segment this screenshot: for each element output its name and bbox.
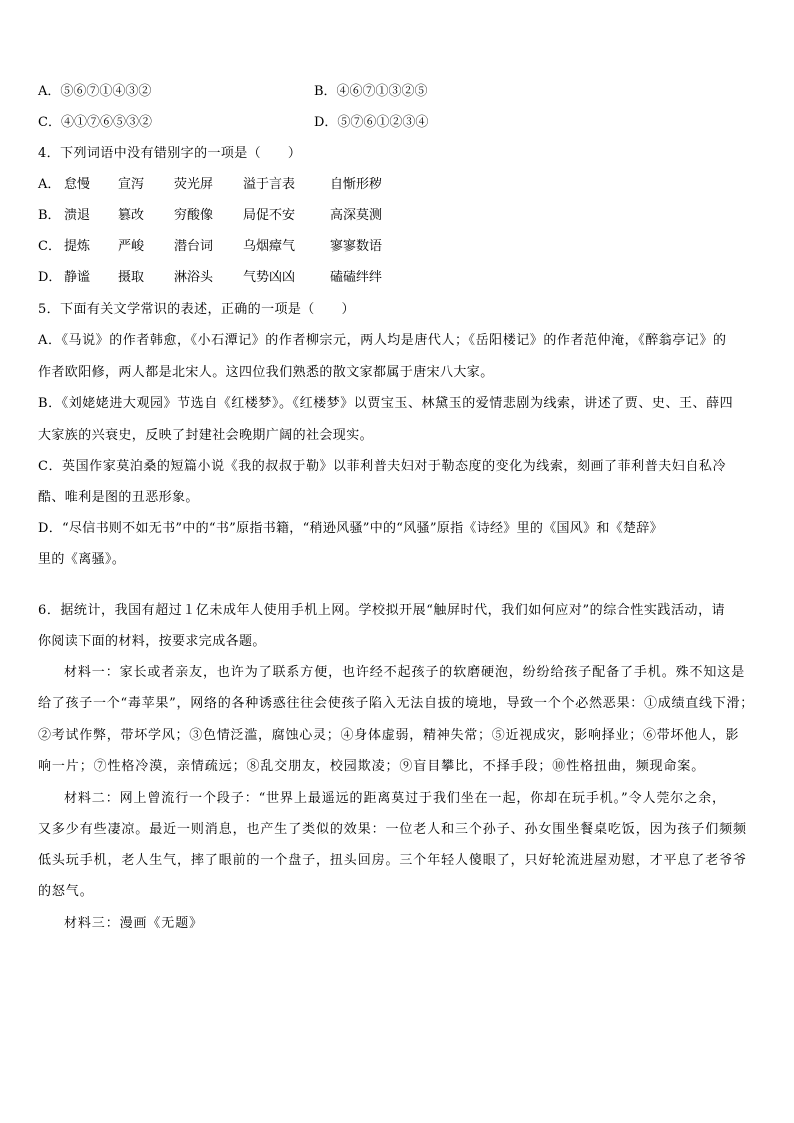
question-6-stem-line2: 你阅读下面的材料，按要求完成各题。: [38, 634, 266, 649]
q4-word: 摄取: [118, 270, 145, 285]
material-2-line1: 材料二：网上曾流行一个段子：“世界上最遥远的距离莫过于我们坐在一起，你却在玩手机。”令人莞尔之余，: [64, 791, 726, 806]
q4-row-label: B．: [38, 208, 61, 223]
option-d: D．⑤⑦⑥①②③④: [314, 115, 429, 130]
q4-word: 提炼: [64, 239, 91, 254]
q5-option-a-line2: 作者欧阳修，两人都是北宋人。这四位我们熟悉的散文家都属于唐宋八大家。: [38, 365, 494, 380]
material-1-line1: 材料一：家长或者亲友，也许为了联系方便，也许经不起孩子的软磨硬泡，纷纷给孩子配备了手机。殊不知这是: [64, 665, 746, 680]
q4-word: 荧光屏: [174, 177, 214, 192]
material-2-line3: 低头玩手机，老人生气，摔了眼前的一个盘子，扭头回房。三个年轻人傻眼了，只好轮流进屋劝慰，才平息了老爷爷: [38, 853, 747, 868]
q4-word: 严峻: [118, 239, 145, 254]
q5-option-b-line2: 大家族的兴衰史，反映了封建社会晚期广阔的社会现实。: [38, 428, 374, 443]
q4-word: 淋浴头: [174, 270, 214, 285]
q5-option-c-line1: C．英国作家莫泊桑的短篇小说《我的叔叔于勒》以菲利普夫妇对于勒态度的变化为线索，刻画了菲利普夫妇自私冷: [38, 459, 726, 474]
q4-row-label: A．: [38, 177, 61, 192]
q5-option-b-line1: B．《刘姥姥进大观园》节选自《红楼梦》。《红楼梦》以贾宝玉、林黛玉的爱情悲剧为线索，讲述了贾、史、王、薛四: [38, 396, 734, 411]
q5-option-a-line1: A．《马说》的作者韩愈，《小石潭记》的作者柳宗元，两人均是唐代人；《岳阳楼记》的作者范仲淹，《醉翁亭记》的: [38, 333, 727, 348]
q4-word: 潜台词: [174, 239, 214, 254]
material-3-title: 材料三：漫画《无题》: [64, 916, 204, 931]
q4-row-label: C．: [38, 239, 61, 254]
q4-word: 宣泻: [118, 177, 145, 192]
question-4-stem: 4．下列词语中没有错别字的一项是（ ）: [38, 146, 302, 161]
question-6-stem-line1: 6．据统计，我国有超过１亿未成年人使用手机上网。学校拟开展“触屏时代，我们如何应对”的综合性实践活动，请: [38, 603, 726, 618]
q4-word: 穷酸像: [174, 208, 214, 223]
q4-word: 静谧: [64, 270, 91, 285]
q4-word: 溃退: [64, 208, 91, 223]
material-2-line2: 又多少有些凄凉。最近一则消息，也产生了类似的效果：一位老人和三个孙子、孙女围坐餐桌吃饭，因为孩子们频频: [38, 822, 747, 837]
option-c: C．④①⑦⑥⑤③②: [38, 115, 152, 130]
q4-word: 局促不安: [243, 208, 296, 223]
q4-word: 高深莫测: [330, 208, 383, 223]
q4-row-label: D．: [38, 270, 62, 285]
q4-word: 寥寥数语: [330, 239, 383, 254]
material-1-line2: 给了孩子一个“毒苹果”，网络的各种诱惑往往会使孩子陷入无法自拔的境地，导致一个个必然恶果：①成绩直线下滑；: [38, 696, 755, 711]
q4-word: 磕磕绊绊: [330, 270, 383, 285]
option-b: B．④⑥⑦①③②⑤: [314, 84, 428, 99]
q5-option-d-line2: 里的《离骚》。: [38, 552, 126, 567]
material-1-line3: ②考试作弊，带坏学风；③色情泛滥，腐蚀心灵；④身体虚弱，精神失常；⑤近视成灾，影响择业；⑥带坏他人，影: [38, 728, 740, 743]
q4-word: 怠慢: [64, 177, 91, 192]
q5-option-c-line2: 酷、唯利是图的丑恶形象。: [38, 490, 199, 505]
material-2-line4: 的怒气。: [38, 884, 94, 899]
q4-word: 篡改: [118, 208, 145, 223]
option-a: A．⑤⑥⑦①④③②: [38, 84, 152, 99]
q4-word: 自惭形秽: [330, 177, 383, 192]
question-5-stem: 5．下面有关文学常识的表述，正确的一项是（ ）: [38, 302, 355, 317]
q4-word: 溢于言表: [243, 177, 296, 192]
q4-word: 气势凶凶: [243, 270, 296, 285]
q4-word: 乌烟瘴气: [243, 239, 296, 254]
material-1-line4: 响一片；⑦性格冷漠，亲情疏远；⑧乱交朋友，校园欺凌；⑨盲目攀比，不择手段；⑩性格扭曲，频现命案。: [38, 759, 706, 774]
q5-option-d-line1: D．“尽信书则不如无书”中的“书”原指书籍，“稍逊风骚”中的“风骚”原指《诗经》里的《国风》和《楚辞》: [38, 521, 663, 536]
